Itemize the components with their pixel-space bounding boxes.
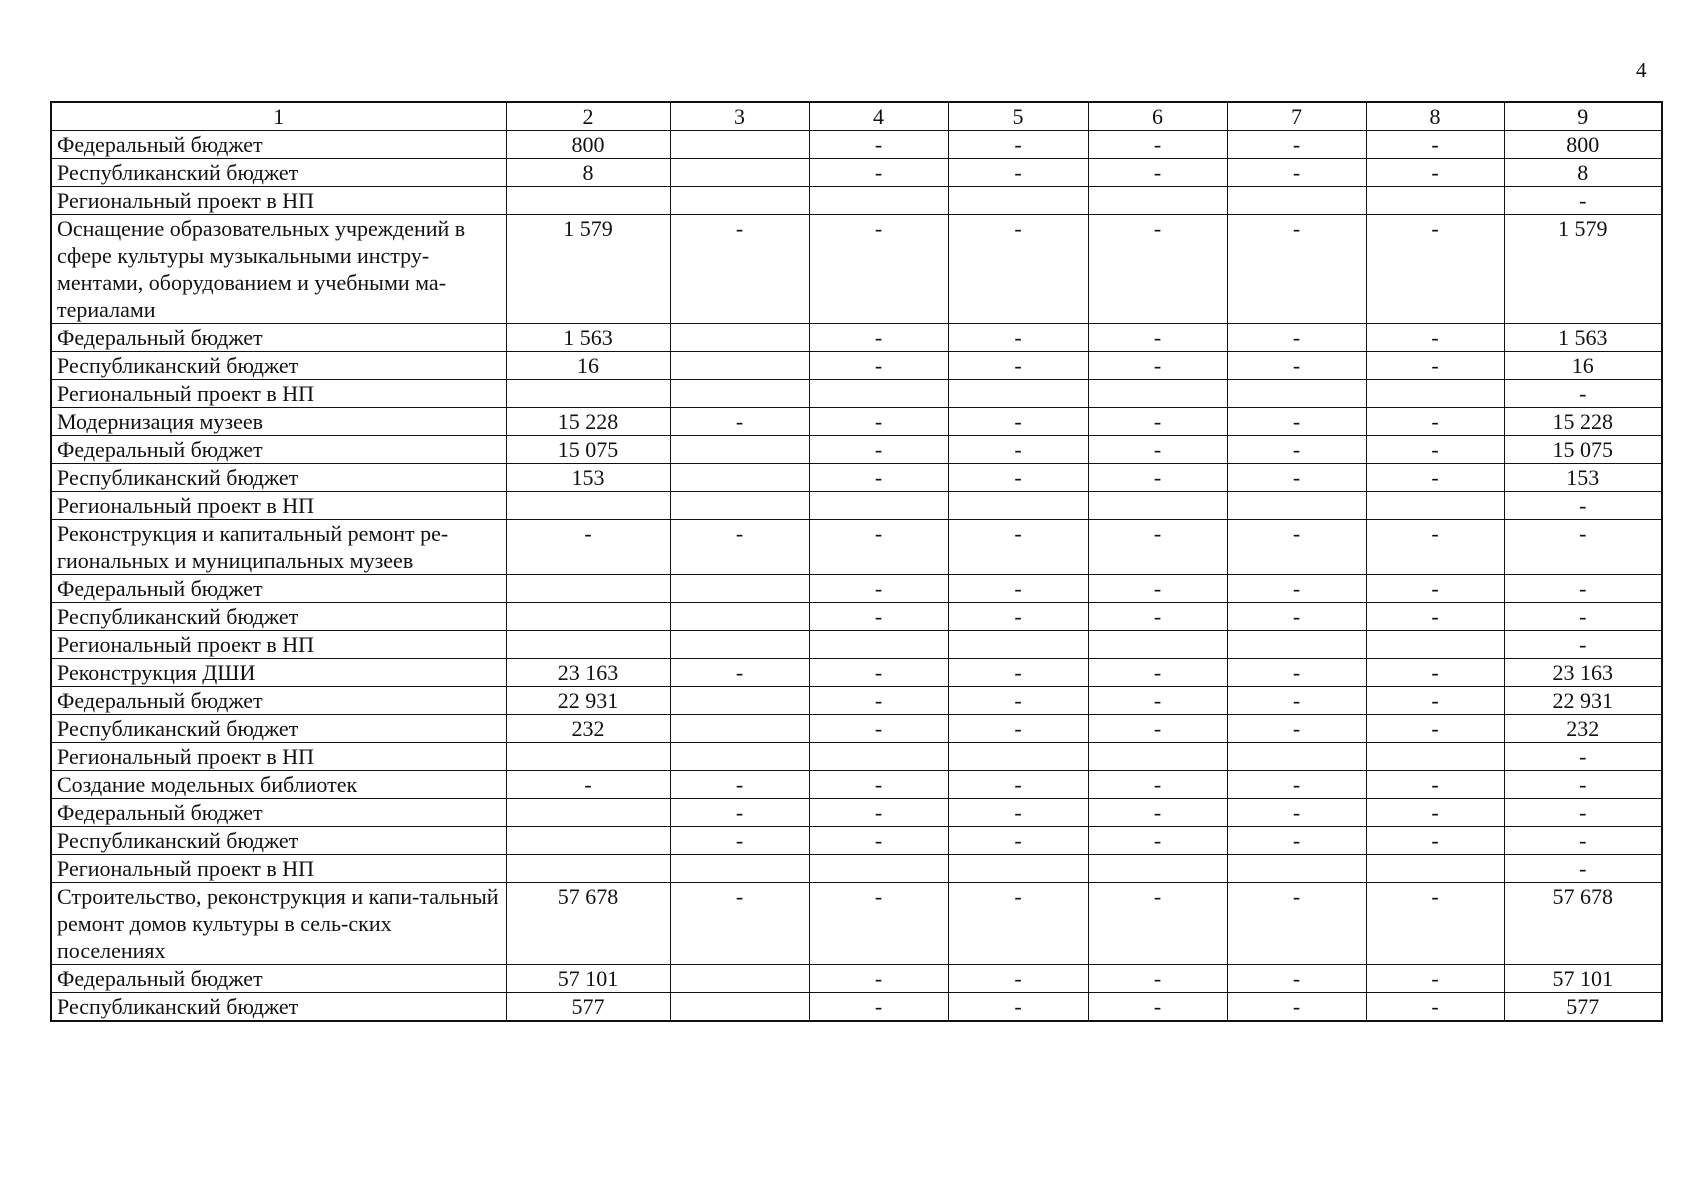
value-cell [1366,743,1504,771]
value-cell [670,324,809,352]
value-cell: - [809,883,948,965]
value-cell: - [1366,352,1504,380]
value-cell: - [1366,715,1504,743]
value-cell: - [670,827,809,855]
value-cell: - [1504,380,1662,408]
value-cell: 8 [1504,159,1662,187]
value-cell [809,187,948,215]
value-cell: - [948,464,1088,492]
value-cell [506,187,670,215]
row-name: Оснащение образовательных учреждений в сфере культуры музыкальными инстру-ментами, оборудованием и учебными ма-териалами [51,215,506,324]
value-cell [948,492,1088,520]
value-cell: - [670,799,809,827]
value-cell: - [809,993,948,1022]
value-cell [506,743,670,771]
table-body [51,102,1662,1021]
value-cell: - [1088,215,1227,324]
table-row [51,215,1662,324]
value-cell: - [809,436,948,464]
value-cell: - [948,965,1088,993]
value-cell: - [1504,631,1662,659]
value-cell: - [1366,965,1504,993]
value-cell [670,159,809,187]
value-cell: - [1366,603,1504,631]
value-cell: - [1366,324,1504,352]
value-cell: - [670,883,809,965]
value-cell: - [1227,352,1366,380]
value-cell: 22 931 [506,687,670,715]
value-cell: - [1088,436,1227,464]
value-cell: - [809,159,948,187]
value-cell: - [948,436,1088,464]
column-header: 7 [1227,102,1366,131]
value-cell: 232 [506,715,670,743]
value-cell: - [1504,603,1662,631]
table-row [51,771,1662,799]
value-cell [506,827,670,855]
row-name: Федеральный бюджет [51,131,506,159]
table-row [51,380,1662,408]
table-row [51,687,1662,715]
value-cell [809,380,948,408]
table-row [51,743,1662,771]
row-name: Федеральный бюджет [51,687,506,715]
value-cell: - [670,215,809,324]
value-cell: 153 [1504,464,1662,492]
value-cell [1227,187,1366,215]
value-cell: - [670,408,809,436]
value-cell: - [1366,827,1504,855]
value-cell [1227,855,1366,883]
value-cell: - [1366,575,1504,603]
value-cell: 16 [1504,352,1662,380]
value-cell [670,380,809,408]
value-cell: - [809,324,948,352]
table-row [51,464,1662,492]
table-row [51,352,1662,380]
value-cell: - [809,464,948,492]
value-cell: - [1504,855,1662,883]
value-cell: - [948,659,1088,687]
table-row [51,799,1662,827]
value-cell: - [948,131,1088,159]
value-cell: - [1366,993,1504,1022]
column-header: 4 [809,102,948,131]
value-cell: - [1227,799,1366,827]
page-number: 4 [1636,58,1647,82]
value-cell [506,855,670,883]
value-cell: - [1504,492,1662,520]
value-cell: - [1088,324,1227,352]
value-cell [670,436,809,464]
value-cell: - [1227,827,1366,855]
value-cell: - [670,520,809,575]
value-cell: - [809,575,948,603]
value-cell [670,187,809,215]
value-cell: 15 075 [506,436,670,464]
value-cell: 1 579 [1504,215,1662,324]
value-cell [506,603,670,631]
column-header: 5 [948,102,1088,131]
value-cell: 15 228 [506,408,670,436]
value-cell [1366,380,1504,408]
row-name: Республиканский бюджет [51,352,506,380]
table-row [51,603,1662,631]
table-row [51,715,1662,743]
value-cell: - [1504,771,1662,799]
value-cell [948,380,1088,408]
row-name: Создание модельных библиотек [51,771,506,799]
table-row [51,993,1662,1022]
value-cell: 57 101 [506,965,670,993]
value-cell: - [1227,603,1366,631]
value-cell: 800 [1504,131,1662,159]
header-row [51,102,1662,131]
value-cell: 15 228 [1504,408,1662,436]
column-header: 8 [1366,102,1504,131]
row-name: Региональный проект в НП [51,631,506,659]
value-cell [948,743,1088,771]
row-name: Региональный проект в НП [51,380,506,408]
value-cell: - [1088,659,1227,687]
value-cell [506,575,670,603]
value-cell [809,743,948,771]
value-cell: 57 678 [506,883,670,965]
value-cell: - [1227,464,1366,492]
value-cell [670,575,809,603]
value-cell: 57 101 [1504,965,1662,993]
row-name: Региональный проект в НП [51,855,506,883]
column-header: 3 [670,102,809,131]
value-cell: - [1366,659,1504,687]
value-cell [670,631,809,659]
value-cell: - [1366,687,1504,715]
value-cell: - [948,575,1088,603]
value-cell: - [1088,603,1227,631]
value-cell: - [809,352,948,380]
table-row [51,324,1662,352]
value-cell: 23 163 [1504,659,1662,687]
value-cell: - [1088,159,1227,187]
value-cell: - [948,603,1088,631]
value-cell: - [1366,771,1504,799]
value-cell: - [1227,131,1366,159]
column-header: 6 [1088,102,1227,131]
value-cell: - [809,715,948,743]
value-cell: - [948,408,1088,436]
value-cell: 800 [506,131,670,159]
value-cell: - [1366,520,1504,575]
value-cell [1088,743,1227,771]
value-cell: - [1088,352,1227,380]
value-cell: - [809,215,948,324]
value-cell: - [1504,575,1662,603]
value-cell [948,631,1088,659]
value-cell: - [948,771,1088,799]
value-cell: 577 [1504,993,1662,1022]
value-cell [670,855,809,883]
row-name: Региональный проект в НП [51,743,506,771]
value-cell [1366,187,1504,215]
value-cell: - [1227,715,1366,743]
value-cell: - [948,687,1088,715]
value-cell [1366,492,1504,520]
table-row [51,436,1662,464]
table-row [51,492,1662,520]
value-cell [1227,380,1366,408]
value-cell: - [809,659,948,687]
value-cell: - [809,799,948,827]
row-name: Республиканский бюджет [51,715,506,743]
value-cell [809,631,948,659]
value-cell: - [809,603,948,631]
table-row [51,965,1662,993]
value-cell: - [1366,131,1504,159]
table-row [51,855,1662,883]
value-cell [948,855,1088,883]
value-cell: - [809,771,948,799]
value-cell: - [809,131,948,159]
value-cell [948,187,1088,215]
value-cell: - [948,352,1088,380]
value-cell [1366,855,1504,883]
value-cell: - [1088,993,1227,1022]
value-cell: - [948,520,1088,575]
value-cell: - [1088,575,1227,603]
value-cell: - [1227,993,1366,1022]
value-cell: - [1504,799,1662,827]
value-cell: 577 [506,993,670,1022]
value-cell: - [1227,408,1366,436]
value-cell: 1 563 [506,324,670,352]
value-cell: 8 [506,159,670,187]
value-cell [1227,743,1366,771]
value-cell: - [948,324,1088,352]
value-cell: - [809,520,948,575]
value-cell: - [1366,408,1504,436]
value-cell: 1 563 [1504,324,1662,352]
row-name: Федеральный бюджет [51,799,506,827]
value-cell: - [809,827,948,855]
value-cell: - [670,659,809,687]
row-name: Федеральный бюджет [51,575,506,603]
column-header: 9 [1504,102,1662,131]
value-cell: - [1366,215,1504,324]
row-name: Модернизация музеев [51,408,506,436]
row-name: Республиканский бюджет [51,827,506,855]
value-cell: - [506,771,670,799]
table-row [51,883,1662,965]
value-cell: - [948,883,1088,965]
value-cell: - [1227,771,1366,799]
value-cell [1366,631,1504,659]
value-cell: - [1088,883,1227,965]
table-row [51,659,1662,687]
value-cell [670,464,809,492]
value-cell: - [1088,771,1227,799]
value-cell: - [1227,687,1366,715]
value-cell: - [1088,687,1227,715]
value-cell [670,715,809,743]
value-cell: - [1227,575,1366,603]
value-cell: - [948,993,1088,1022]
value-cell: - [1366,799,1504,827]
value-cell: 232 [1504,715,1662,743]
value-cell: - [1227,215,1366,324]
value-cell: - [1227,324,1366,352]
value-cell [1088,380,1227,408]
row-name: Федеральный бюджет [51,965,506,993]
value-cell: - [948,715,1088,743]
value-cell: - [1366,883,1504,965]
value-cell: - [1504,827,1662,855]
value-cell [506,631,670,659]
table-row [51,187,1662,215]
value-cell: 15 075 [1504,436,1662,464]
value-cell: 23 163 [506,659,670,687]
value-cell: 57 678 [1504,883,1662,965]
value-cell: - [948,827,1088,855]
value-cell [809,492,948,520]
value-cell: - [1366,464,1504,492]
row-name: Федеральный бюджет [51,436,506,464]
value-cell: 153 [506,464,670,492]
value-cell [670,603,809,631]
value-cell [670,743,809,771]
value-cell: - [1504,187,1662,215]
value-cell: 16 [506,352,670,380]
row-name: Республиканский бюджет [51,603,506,631]
row-name: Региональный проект в НП [51,492,506,520]
value-cell [1088,492,1227,520]
value-cell: - [1227,965,1366,993]
value-cell: - [1227,883,1366,965]
value-cell: - [1088,965,1227,993]
value-cell [670,131,809,159]
column-header: 1 [51,102,506,131]
value-cell: - [670,771,809,799]
value-cell [1227,631,1366,659]
value-cell: - [1227,436,1366,464]
value-cell: - [1088,131,1227,159]
value-cell: 22 931 [1504,687,1662,715]
value-cell [670,965,809,993]
row-name: Республиканский бюджет [51,993,506,1022]
value-cell [506,380,670,408]
value-cell [1088,187,1227,215]
row-name: Реконструкция ДШИ [51,659,506,687]
value-cell: - [1088,827,1227,855]
value-cell: - [809,408,948,436]
value-cell [670,687,809,715]
value-cell [1088,855,1227,883]
value-cell: - [1504,743,1662,771]
table-row [51,520,1662,575]
budget-table [50,101,1663,1022]
table-row [51,575,1662,603]
value-cell: - [1227,159,1366,187]
value-cell: - [1227,520,1366,575]
value-cell [1227,492,1366,520]
value-cell [809,855,948,883]
value-cell: - [1088,520,1227,575]
value-cell: - [1504,520,1662,575]
table-row [51,408,1662,436]
value-cell: - [1366,436,1504,464]
value-cell: - [948,799,1088,827]
column-header: 2 [506,102,670,131]
table-row [51,159,1662,187]
value-cell [670,492,809,520]
value-cell: - [1227,659,1366,687]
value-cell: - [948,215,1088,324]
value-cell: - [1088,799,1227,827]
value-cell: - [1088,464,1227,492]
table-row [51,827,1662,855]
value-cell [1088,631,1227,659]
value-cell: - [506,520,670,575]
table-row [51,131,1662,159]
value-cell: - [948,159,1088,187]
value-cell: - [1366,159,1504,187]
value-cell: - [809,965,948,993]
value-cell [670,993,809,1022]
value-cell [506,492,670,520]
value-cell: 1 579 [506,215,670,324]
row-name: Федеральный бюджет [51,324,506,352]
row-name: Строительство, реконструкция и капи-тальный ремонт домов культуры в сель-ских поселениях [51,883,506,965]
row-name: Реконструкция и капитальный ремонт ре-гиональных и муниципальных музеев [51,520,506,575]
row-name: Республиканский бюджет [51,159,506,187]
value-cell: - [1088,715,1227,743]
value-cell [670,352,809,380]
row-name: Региональный проект в НП [51,187,506,215]
value-cell: - [1088,408,1227,436]
table-row [51,631,1662,659]
value-cell: - [809,687,948,715]
value-cell [506,799,670,827]
row-name: Республиканский бюджет [51,464,506,492]
